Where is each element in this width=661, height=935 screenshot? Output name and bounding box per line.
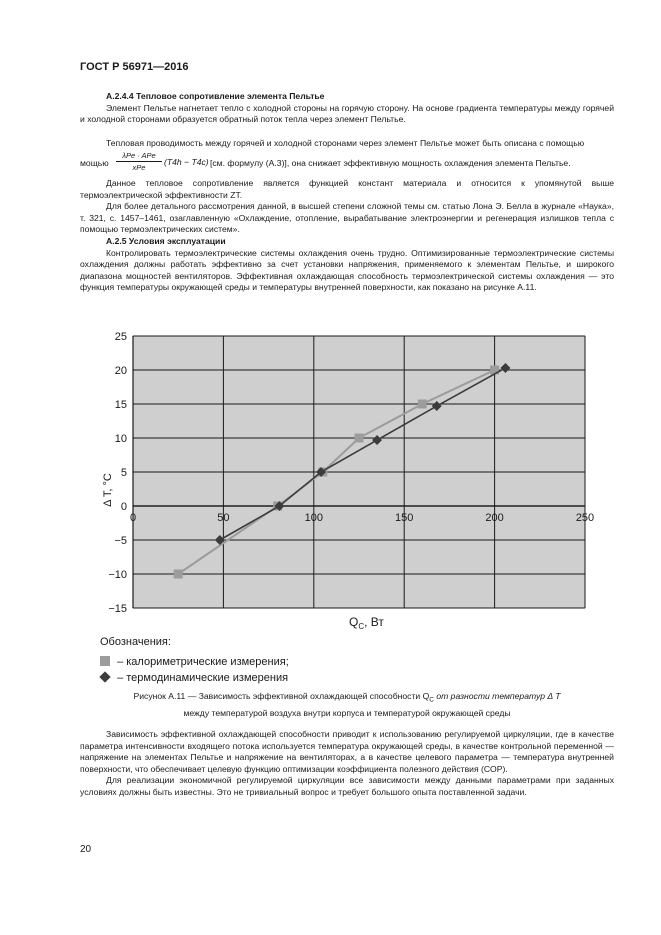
- data-point-square: [355, 434, 364, 443]
- paragraph: Для более детального рассмотрения данной, в высшей степени сложной темы см. статью Лона Э. Белла в журнале «Наука», т. 321, с. 1457–1461, озаглавленную «Охлаждение, отопление, вырабатывание электроэнергии и регенерация излишков тепла с помощью термоэлектрических систем».: [80, 201, 614, 235]
- diamond-marker-icon: [99, 671, 110, 682]
- data-point-square: [418, 400, 427, 409]
- caption-suffix: от разности температур Δ T: [433, 691, 561, 701]
- figure-a11-chart: [0, 326, 661, 636]
- x-tick-label: 250: [575, 512, 595, 524]
- legend-title: Обозначения:: [100, 636, 171, 648]
- y-tick-label: 25: [114, 331, 127, 343]
- caption-prefix: Рисунок А.11 — Зависимость эффективной охлаждающей способности Q: [133, 691, 430, 701]
- formula-lead: мощью: [80, 158, 109, 168]
- formula-denominator: xPe: [132, 163, 146, 172]
- figure-caption: [80, 690, 614, 719]
- formula-numerator: λPe · APe: [116, 151, 162, 162]
- square-marker-icon: [100, 656, 110, 666]
- section-after: [80, 729, 614, 799]
- y-tick-label: −15: [108, 603, 127, 615]
- y-tick-label: 15: [114, 399, 127, 411]
- legend-label: – термодинамические измерения: [117, 672, 289, 684]
- legend-item-thermodynamic: [100, 672, 288, 684]
- caption-subscript: C: [429, 696, 434, 704]
- page-number: 20: [80, 844, 92, 855]
- section-heading: А.2.5 Условия эксплуатации: [106, 235, 226, 246]
- formula-tail: [см. формулу (А.3)], она снижает эффективную мощность охлаждения элемента Пельтье.: [210, 158, 571, 168]
- x-tick-label: 50: [217, 512, 230, 524]
- legend-item-calorimetric: [100, 656, 289, 668]
- y-axis-label: Δ T, °C: [102, 473, 114, 507]
- formula-fraction: [116, 151, 162, 172]
- section-a244-rest: [80, 178, 614, 294]
- doc-number: ГОСТ Р 56971—2016: [80, 61, 189, 73]
- paragraph: Данное тепловое сопротивление является функцией констант материала и относится к упомянутой выше термоэлектрической эффективности ZT.: [80, 178, 614, 200]
- y-tick-label: 20: [114, 365, 127, 377]
- paragraph: Контролировать термоэлектрические системы охлаждения очень трудно. Оптимизированные термоэлектрические системы охлаждения должны работать эффективно за счет установки напряжения, применяемого к элементам Пельтье, и широкого диапазона мощностей вентиляторов. Эффективная охлаждающая способность термоэлектрической системы охлаждения — это функция температуры окружающей среды и температуры внутренней поверхности, как показано на рисунке А.11.: [80, 247, 614, 293]
- x-tick-label: 0: [129, 512, 137, 524]
- caption-line-2: между температурой воздуха внутри корпуса и температурой окружающей среды: [183, 707, 511, 718]
- caption-line-1: [80, 690, 614, 707]
- section-a244: [80, 91, 614, 126]
- x-tick-label: 100: [304, 512, 323, 524]
- y-tick-label: 0: [120, 501, 127, 513]
- data-point-square: [174, 570, 183, 579]
- x-axis-label: $Q_C$, Вт: [349, 615, 384, 631]
- y-tick-label: −5: [114, 535, 127, 547]
- legend-label: – калориметрические измерения;: [117, 656, 289, 668]
- paragraph: Зависимость эффективной охлаждающей способности приводит к использованию регулируемой циркуляции, где в качестве параметра интенсивности входящего потока используется температура окружающей среды, в качестве контрольной переменной — напряжение на элементах Пельтье и напряжение на вентиляторах, а в качестве целевого параметра — температура внутренней поверхности, что обеспечивает целевую функцию оптимизации коэффициента полезного действия (COP).: [80, 729, 614, 774]
- x-tick-label: 200: [485, 512, 504, 524]
- formula-line: [80, 151, 614, 177]
- paragraph: Элемент Пельтье нагнетает тепло с холодной стороны на горячую сторону. На основе градиента температуры между горячей и холодной сторонами образуется обратный поток тепла через элемент Пельтье.: [80, 102, 614, 125]
- y-tick-label: 10: [114, 433, 127, 445]
- x-tick-label: 150: [395, 512, 414, 524]
- paragraph: [80, 138, 614, 150]
- y-tick-label: 5: [120, 467, 127, 479]
- paragraph-text: Тепловая проводимость между горячей и холодной сторонами через элемент Пельтье может быть описана с помощью: [106, 138, 585, 148]
- y-tick-label: −10: [108, 569, 127, 581]
- section-heading: А.2.4.4 Тепловое сопротивление элемента Пельтье: [106, 91, 325, 101]
- paragraph: Для реализации экономичной регулируемой циркуляции все зависимости между данными параметрами при заданных условиях должны быть известны. Это не тривиальный вопрос и требует большого опыта поставленной задачи.: [80, 775, 614, 797]
- formula-paren: (T4h − T4c): [164, 157, 209, 167]
